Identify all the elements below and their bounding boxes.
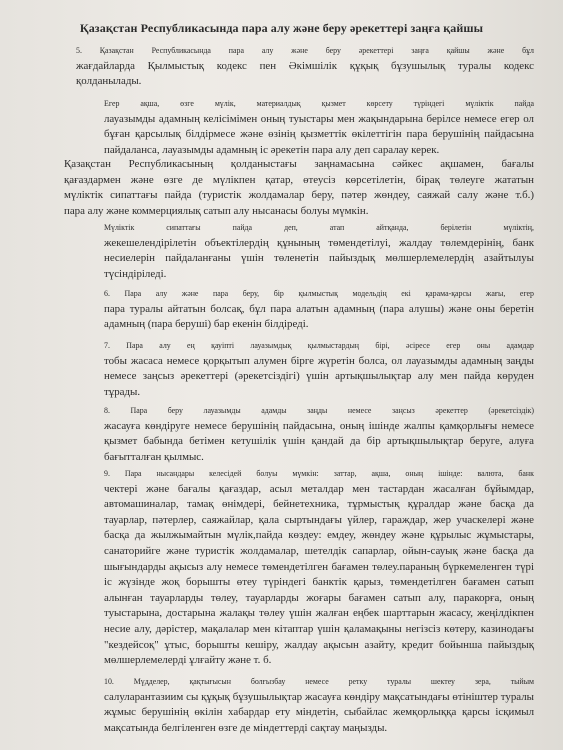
paragraph-property-benefit: Мүліктік сипаттағы пайда деп, атап айтқанда, берілетін мүліктің, жекешелендірілетін объектілердің құнының төмендетілуі, жалдау төлемдерінің, банк несиелерін пайдаланғаны үшін төленетін пайыздық мөлшерлемелердің азайтылуы түсіндіріледі. <box>104 223 534 280</box>
paragraph-10: 10. Мүдделер, қақтығысын болғызбау немесе ретку туралы шектеу зера, тыйым салуларантазиим сы құқық бұзушылықтар жасауға көндіру мақсатындағы өтініштер туралы жұмыс берушінің өкілін хабардар ету міндетін, сыбайлас жемқорлыққа қарсы ісқимыл мақсатында белгіленген өзге де міндеттерді сақтау маңызды. <box>104 677 534 734</box>
paragraph-6: 6. Пара алу және пара беру, бір қылмыстық модельдің екі қарама-қарсы жағы, егер пара туралы айтатын болсақ, бұл пара алатын адамның (пара алушы) және оны беретін адамның (пара беруші) бар екенін білдіреді. <box>104 289 534 331</box>
paragraph-7: 7. Пара алу ең қауіпті лауазымдық қылмыстардың бірі, әсіресе егер оны адамдар тобы жасаса немесе қорқытып алумен бірге жүретін болса, ол лауазымды адамның заңды немесе заңсыз әрекеттері (әрекетсіздігі) үшін артықшылықтар алу мен пайда көруден тұрады. <box>104 341 534 398</box>
paragraph-legislation: Қазақстан Республикасының қолданыстағы заңнамасына сәйкес ақшамен, бағалы қағаздармен және өзге де мүлікпен қатар, өтеусіз көрсетілетін, бірақ төлеуге жататын мүліктік сипаттағы пайда (туристік жолдамалар беру, пәтер жөндеу, саяжай салу және т.б.) пара алу және коммерциялық сатып алу нысанасы болуы мүмкін. <box>64 158 534 217</box>
paragraph-9: 9. Пара нысандары келесідей болуы мүмкін: заттар, ақша, оның ішінде: валюта, банк чектері және бағалы қағаздар, асыл металдар мен тастардан жасалған бұйымдар, автомашиналар, тамақ өнімдері, бейнетехника, тұрмыстық құралдар және басқа да тауарлар, пәтерлер, саяжайлар, қала сыртындағы үйлер, гараждар, жер учаскелері және басқа да жылжымайтын мүлік,пайда көздеу: емдеу, жөндеу және құрылыс жұмыстары, санаторийге және туристік жолдамалар, шетелдік сапарлар, ойын-сауық және басқа да шығындарды ақысыз алу немесе төмендетілген бағамен төлеу.параның бүркемеленген түрі іс жүзінде жоқ борышты өтеу түріндегі банктік қарыз, төмендетілген бағамен сатып алынған тауарларды төлеу, тауарларды жоғары бағамен сатып алу, паракорға, оның туыстарына, достарына жалақы төлеу үшін жалған еңбек шарттарын жасасу, жеңілдікпен несие алу, дәрістер, мақалалар мен кітаптар үшін қаламақыны негізсіз көтеру, казинодағы "кездейсоқ" ұтыс, борышты кешіру, жалдау ақысын азайту, кредит бойынша пайыздық мөлшерлемелерді ұлғайту және т. б. <box>104 469 534 667</box>
paragraph-8: 8. Пара беру лауазымды адамды заңды немесе заңсыз әрекеттер (әрекетсіздік) жасауға көндіруге немесе берушінің пайдасына, оның ішінде жалпы қамқорлығы немесе қызмет бабында бетімен кетушілік үшін қандай да бір артықшылықтар беруге, алуға бағытталған қылмыс. <box>104 406 534 463</box>
paragraph-5: 5. Қазақстан Республикасында пара алу және беру әрекеттері заңға қайшы және бұл жағдайларда Қылмыстық кодекс пен Әкімшілік құқық бұзушылық туралы кодекс қолданылады. <box>76 46 534 88</box>
paragraph-bribe-definition: Егер ақша, өзге мүлік, материалдық қызмет көрсету түріндегі мүліктік пайда лауазымды адамның келісімімен оның туыстары мен жақындарына берілсе немесе егер ол бұған қарсылық білдірмесе және өзінің қызметтік өкілеттігін пара берушінің пайдасына пайдаланса, лауазымды адамның іс әрекетін пара алу деп саралау керек. <box>104 99 534 156</box>
document-title: Қазақстан Республикасында пара алу және беру әрекеттері заңға қайшы <box>79 21 484 35</box>
